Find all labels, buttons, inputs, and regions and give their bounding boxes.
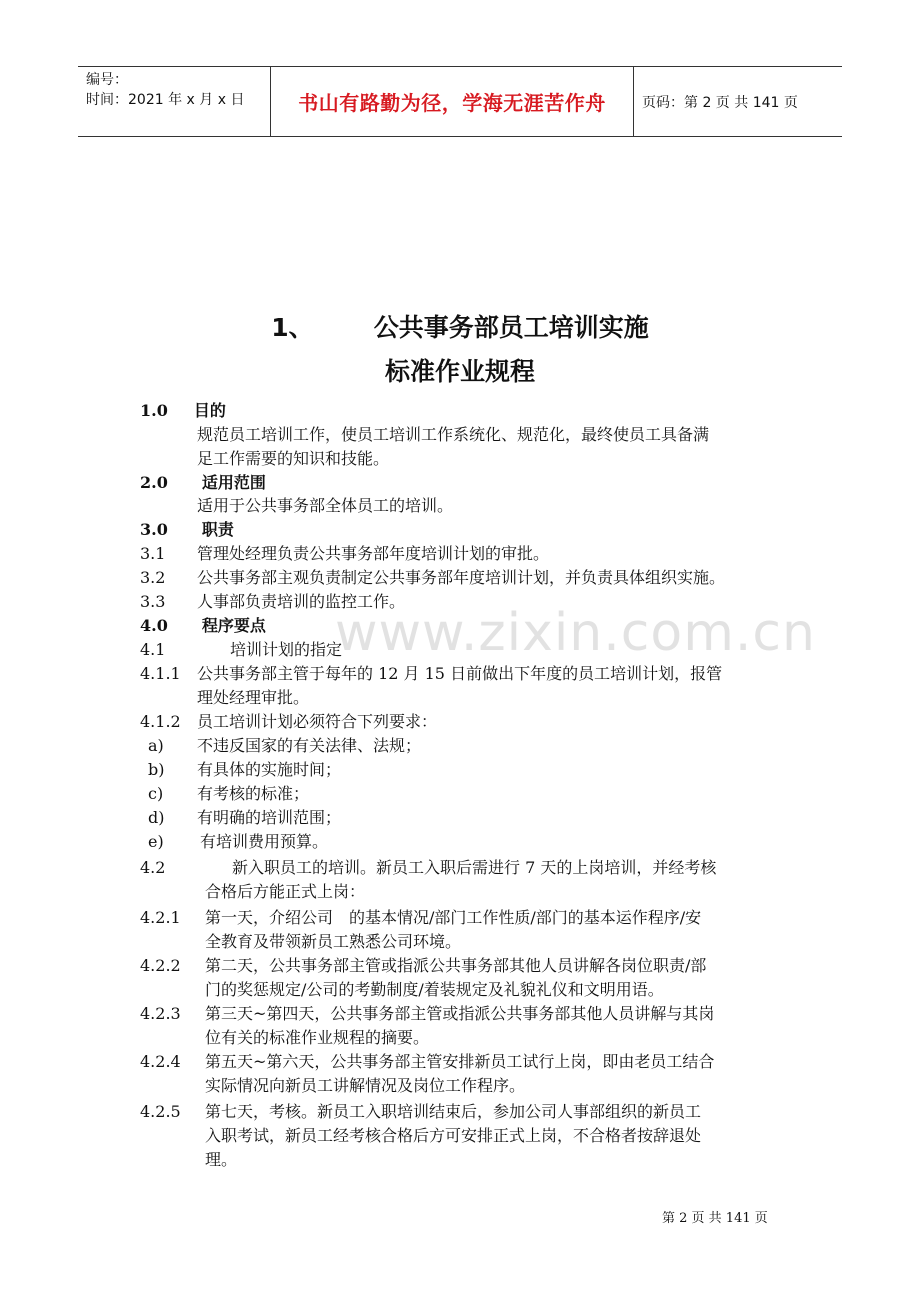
section-3-heading (140, 518, 234, 541)
section-number: 1.0 (140, 401, 168, 420)
clause-4-2 (140, 856, 717, 879)
clause-4-1-2 (140, 710, 438, 733)
clause-text-continued: 全教育及带领新员工熟悉公司环境。 (205, 932, 462, 951)
page-header (78, 66, 842, 137)
clause-text-continued: 门的奖惩规定/公司的考勤制度/着装规定及礼貌礼仪和文明用语。 (205, 980, 664, 999)
clause-number: 4.2.3 (140, 1004, 181, 1023)
clause-text: 公共事务部主观负责制定公共事务部年度培训计划，并负责具体组织实施。 (197, 568, 726, 587)
item-marker: b) (148, 760, 165, 779)
list-item-e (148, 830, 329, 853)
page-footer: 第 2 页 共 141 页 (662, 1211, 768, 1226)
item-text: 有明确的培训范围； (197, 808, 342, 827)
clause-number: 4.1 (140, 640, 166, 659)
header-motto: 书山有路勤为径，学海无涯苦作舟 (271, 67, 634, 136)
clause-number: 4.2.1 (140, 908, 181, 927)
clause-text: 人事部负责培训的监控工作。 (197, 592, 406, 611)
clause-number: 4.1.2 (140, 712, 181, 731)
section-4-heading (140, 614, 266, 637)
clause-4-2-1 (140, 906, 702, 929)
paragraph: 足工作需要的知识和技能。 (197, 449, 390, 468)
list-item-c (148, 782, 310, 805)
section-title: 职责 (201, 520, 234, 539)
clause-number: 4.2 (140, 858, 166, 877)
item-marker: e) (148, 832, 164, 851)
clause-4-2-2 (140, 954, 707, 977)
clause-text-continued: 实际情况向新员工讲解情况及岗位工作程序。 (205, 1076, 526, 1095)
item-text: 有培训费用预算。 (200, 832, 329, 851)
clause-number: 3.3 (140, 592, 166, 611)
title-number: 1、 (271, 313, 314, 342)
clause-text: 员工培训计划必须符合下列要求： (197, 712, 438, 731)
clause-number: 4.2.5 (140, 1102, 181, 1121)
clause-text-continued: 合格后方能正式上岗： (205, 882, 366, 901)
document-date: 时间：2021 年 x 月 x 日 (86, 92, 245, 108)
clause-text: 管理处经理负责公共事务部年度培训计划的审批。 (197, 544, 550, 563)
clause-4-2-4 (140, 1050, 715, 1073)
paragraph: 适用于公共事务部全体员工的培训。 (197, 496, 454, 515)
item-marker: c) (148, 784, 164, 803)
clause-text-continued: 位有关的标准作业规程的摘要。 (205, 1028, 430, 1047)
clause-3-1 (140, 542, 550, 565)
watermark: www.zixin.com.cn (335, 603, 816, 663)
clause-number: 3.2 (140, 568, 166, 587)
list-item-d (148, 806, 342, 829)
item-text: 有考核的标准； (197, 784, 310, 803)
list-item-a (148, 734, 422, 757)
clause-4-2-5 (140, 1100, 702, 1123)
clause-text: 培训计划的指定 (230, 640, 343, 659)
document-title-line1 (0, 308, 920, 344)
clause-text: 第一天，介绍公司 的基本情况/部门工作性质/部门的基本运作程序/安 (205, 908, 702, 927)
section-2-heading (140, 471, 266, 494)
header-meta (78, 67, 271, 136)
section-number: 2.0 (140, 473, 168, 492)
section-title: 目的 (193, 401, 226, 420)
header-page-info: 页码：第 2 页 共 141 页 (642, 94, 798, 111)
clause-text-continued: 入职考试，新员工经考核合格后方可安排正式上岗，不合格者按辞退处 (205, 1126, 702, 1145)
clause-number: 3.1 (140, 544, 166, 563)
section-number: 3.0 (140, 520, 168, 539)
clause-text: 第五天~第六天，公共事务部主管安排新员工试行上岗，即由老员工结合 (205, 1052, 715, 1071)
item-text: 有具体的实施时间； (197, 760, 342, 779)
title-text: 公共事务部员工培训实施 (373, 313, 649, 342)
clause-text-continued: 理处经理审批。 (197, 688, 310, 707)
paragraph: 规范员工培训工作，使员工培训工作系统化、规范化，最终使员工具备满 (197, 425, 710, 444)
clause-3-3 (140, 590, 406, 613)
item-marker: a) (148, 736, 164, 755)
clause-number: 4.2.2 (140, 956, 181, 975)
clause-number: 4.2.4 (140, 1052, 181, 1071)
clause-4-1 (140, 638, 343, 661)
clause-text: 公共事务部主管于每年的 12 月 15 日前做出下年度的员工培训计划，报管 (197, 664, 723, 683)
clause-text-continued: 理。 (205, 1150, 238, 1169)
list-item-b (148, 758, 342, 781)
section-number: 4.0 (140, 616, 168, 635)
clause-3-2 (140, 566, 726, 589)
section-1-heading (140, 399, 226, 422)
clause-text: 第三天~第四天，公共事务部主管或指派公共事务部其他人员讲解与其岗 (205, 1004, 715, 1023)
clause-text: 第二天，公共事务部主管或指派公共事务部其他人员讲解各岗位职责/部 (205, 956, 707, 975)
document-number-label: 编号： (86, 72, 128, 88)
clause-text: 第七天，考核。新员工入职培训结束后，参加公司人事部组织的新员工 (205, 1102, 702, 1121)
item-text: 不违反国家的有关法律、法规； (197, 736, 422, 755)
clause-text: 新入职员工的培训。新员工入职后需进行 7 天的上岗培训，并经考核 (232, 858, 717, 877)
clause-number: 4.1.1 (140, 664, 181, 683)
clause-4-1-1 (140, 662, 723, 685)
item-marker: d) (148, 808, 165, 827)
clause-4-2-3 (140, 1002, 715, 1025)
section-title: 程序要点 (201, 616, 266, 635)
section-title: 适用范围 (201, 473, 266, 492)
document-title-line2: 标准作业规程 (384, 357, 535, 386)
